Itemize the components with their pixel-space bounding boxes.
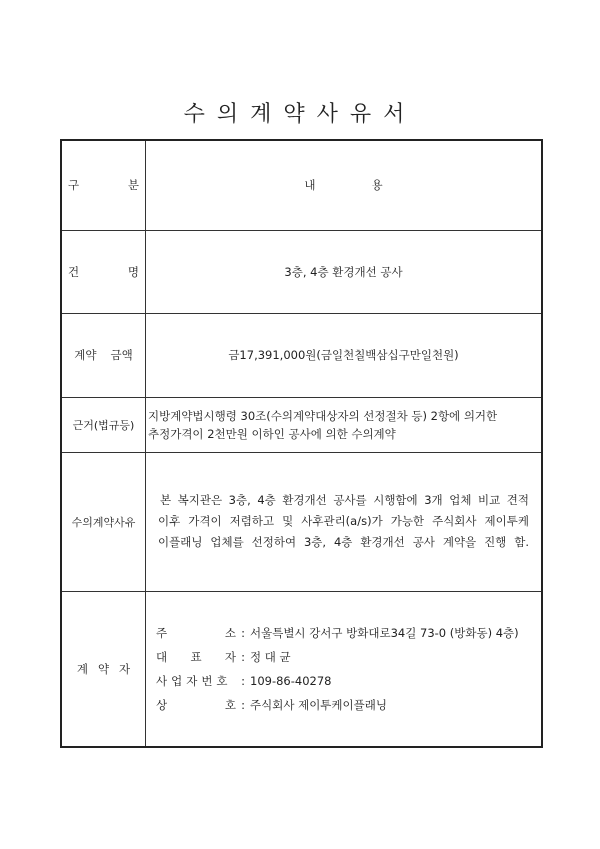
address-separator: : [241, 625, 245, 640]
ceo-line [150, 645, 537, 669]
ceo-key-c: 자 [224, 649, 236, 664]
ceo-key-a: 대 [156, 649, 168, 664]
project-label-a: 건 [68, 264, 80, 279]
reason-label: 수의계약사유 [61, 452, 146, 591]
contract-reason-table [60, 139, 543, 748]
contractor-label-b: 약 [97, 661, 110, 676]
reason-line-1: 본 복지관은 3층, 4층 환경개선 공사를 시행함에 3개 업체 비교 견적 [160, 493, 529, 507]
ceo-separator: : [241, 649, 245, 664]
project-label-b: 명 [127, 264, 139, 279]
address-line [150, 621, 537, 645]
address-key-b: 소 [224, 625, 236, 640]
reason-line-3: 이플래닝 업체를 선정하여 3층, 4층 환경개선 공사 계약을 진행 함. [158, 535, 529, 549]
amount-label-b: 금액 [110, 348, 133, 362]
amount-label-cell [61, 313, 146, 397]
contract-amount-value: 금17,391,000원(금일천칠백삼십구만일천원) [146, 313, 543, 397]
contractor-label-c: 자 [119, 661, 131, 676]
ceo-value: 정 대 균 [250, 649, 291, 664]
reason-row [61, 452, 542, 591]
header-row [61, 140, 542, 230]
reason-line-2: 이후 가격이 저렴하고 및 사후관리(a/s)가 가능한 주식회사 제이투케 [158, 514, 529, 528]
basis-row [61, 397, 542, 452]
header-content-a: 내 [304, 178, 316, 193]
address-key-a: 주 [156, 625, 168, 640]
header-label-b: 분 [127, 178, 139, 193]
basis-content-cell [146, 397, 543, 452]
company-separator: : [241, 697, 245, 712]
document-title: 수의계약사유서 [183, 102, 417, 127]
contractor-label-cell [61, 591, 146, 747]
contractor-label-a: 계 [76, 661, 88, 676]
header-content-b: 용 [371, 178, 383, 193]
header-label-cell [61, 140, 146, 230]
basis-line-2: 추정가격이 2천만원 이하인 공사에 의한 수의계약 [148, 426, 396, 441]
basis-label: 근거(법규등) [61, 397, 146, 452]
header-content-cell [146, 140, 543, 230]
amount-label-a: 계약 [74, 348, 97, 362]
amount-row [61, 313, 542, 397]
contractor-info-cell [146, 591, 543, 747]
bizno-separator: : [241, 673, 245, 688]
project-label-cell [61, 230, 146, 313]
bizno-line [150, 669, 537, 693]
reason-content-cell [146, 452, 543, 591]
basis-line-1: 지방계약법시행령 30조(수의계약대상자의 선정절차 등) 2항에 의거한 [148, 408, 498, 423]
company-line [150, 693, 537, 717]
bizno-key: 사업자번호 [156, 673, 232, 688]
company-key-b: 호 [224, 697, 236, 712]
project-name-value: 3층, 4층 환경개선 공사 [146, 230, 543, 313]
header-label-a: 구 [68, 178, 80, 193]
company-value: 주식회사 제이투케이플래닝 [250, 697, 387, 712]
ceo-key-b: 표 [190, 649, 202, 664]
company-key-a: 상 [156, 697, 168, 712]
project-row [61, 230, 542, 313]
contractor-row [61, 591, 542, 747]
bizno-value: 109-86-40278 [250, 673, 332, 688]
address-value: 서울특별시 강서구 방화대로34길 73-0 (방화동) 4층) [250, 625, 519, 640]
